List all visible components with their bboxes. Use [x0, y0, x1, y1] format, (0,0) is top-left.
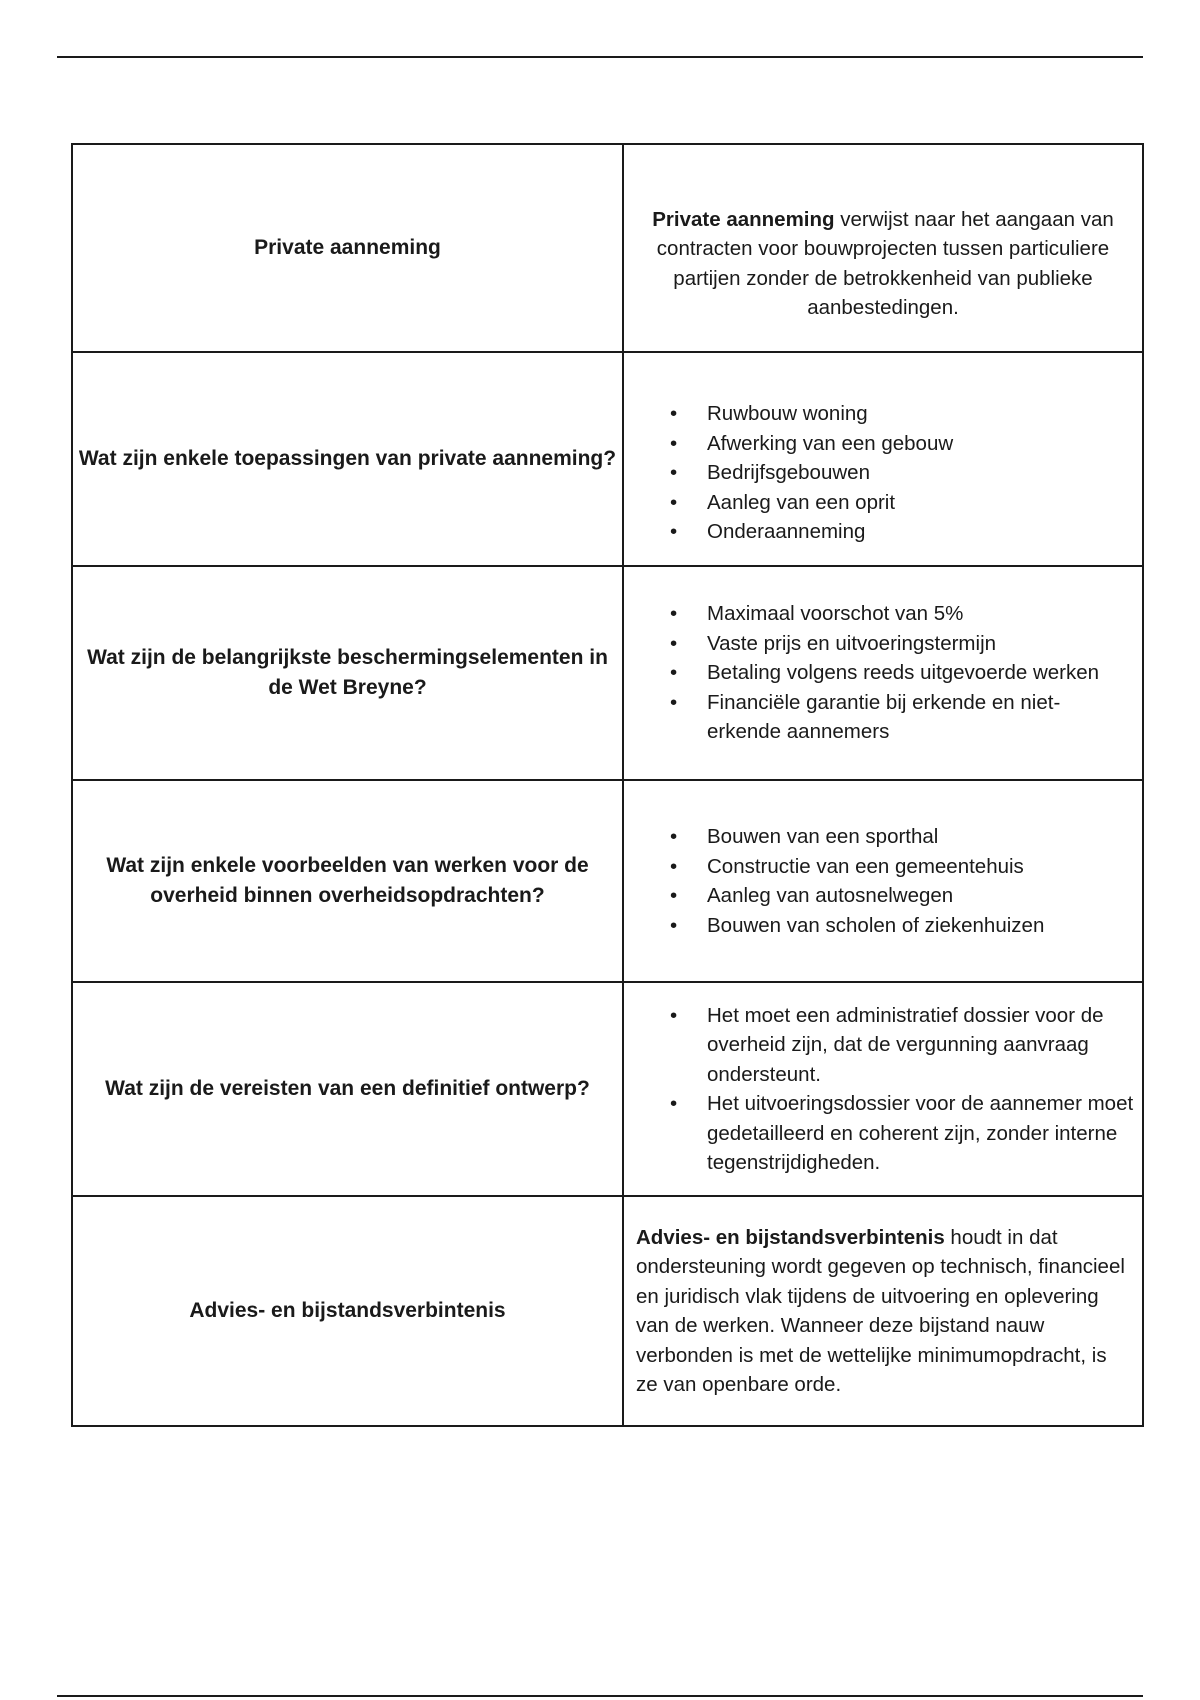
- bullet-list: [624, 599, 1142, 747]
- list-item: • Aanleg van een oprit: [707, 488, 1142, 518]
- question-cell: [72, 780, 623, 982]
- answer-cell: [623, 144, 1143, 352]
- question-cell: [72, 352, 623, 566]
- table-row: [72, 144, 1143, 352]
- question-text: Advies- en bijstandsverbintenis: [189, 1299, 506, 1322]
- question-text: Private aanneming: [254, 236, 441, 259]
- list-item: • Onderaanneming: [707, 517, 1142, 547]
- list-item: • Bouwen van een sporthal: [707, 822, 1142, 852]
- list-item: • Aanleg van autosnelwegen: [707, 881, 1142, 911]
- table-row: [72, 982, 1143, 1196]
- bullet-list: [624, 1001, 1142, 1178]
- question-text: Wat zijn de belangrijkste beschermingselementen in de Wet Breyne?: [87, 646, 608, 699]
- header-rule: [57, 56, 1143, 58]
- list-item: • Betaling volgens reeds uitgevoerde werken: [707, 658, 1142, 688]
- answer-lead-term: Private aanneming: [652, 207, 835, 231]
- bullet-list: [624, 822, 1142, 940]
- answer-cell: [623, 566, 1143, 780]
- question-text: Wat zijn enkele toepassingen van private aanneming?: [78, 447, 617, 470]
- question-text: Wat zijn enkele voorbeelden van werken voor de overheid binnen overheidsopdrachten?: [106, 854, 589, 907]
- qa-table: [71, 143, 1144, 1427]
- list-item: • Financiële garantie bij erkende en niet-erkende aannemers: [707, 688, 1142, 747]
- list-item: • Het uitvoeringsdossier voor de aannemer moet gedetailleerd en coherent zijn, zonder interne tegenstrijdigheden.: [707, 1089, 1142, 1178]
- footer-rule: [57, 1695, 1143, 1697]
- answer-text: verwijst naar het aangaan van contracten voor bouwprojecten tussen particuliere partijen zonder de betrokkenheid van publieke aanbestedingen.: [656, 207, 1114, 319]
- list-item: • Bedrijfsgebouwen: [707, 458, 1142, 488]
- list-item: • Maximaal voorschot van 5%: [707, 599, 1142, 629]
- question-cell: [72, 1196, 623, 1426]
- answer-cell: [623, 780, 1143, 982]
- answer-cell: [623, 352, 1143, 566]
- list-item: • Constructie van een gemeentehuis: [707, 852, 1142, 882]
- question-cell: [72, 982, 623, 1196]
- question-text: Wat zijn de vereisten van een definitief ontwerp?: [105, 1077, 590, 1100]
- table-row: [72, 780, 1143, 982]
- bullet-list: [624, 371, 1142, 547]
- table-row: [72, 1196, 1143, 1426]
- table-row: [72, 566, 1143, 780]
- list-item: • Vaste prijs en uitvoeringstermijn: [707, 629, 1142, 659]
- table-row: [72, 352, 1143, 566]
- list-item: • Afwerking van een gebouw: [707, 429, 1142, 459]
- answer-cell: [623, 1196, 1143, 1426]
- question-cell: [72, 566, 623, 780]
- list-item: • Het moet een administratief dossier voor de overheid zijn, dat de vergunning aanvraag ondersteunt.: [707, 1001, 1142, 1090]
- answer-lead-term: Advies- en bijstandsverbintenis: [636, 1225, 945, 1249]
- answer-cell: [623, 982, 1143, 1196]
- list-item: • Ruwbouw woning: [707, 399, 1142, 429]
- answer-text: houdt in dat ondersteuning wordt gegeven op technisch, financieel en juridisch vlak tijdens de uitvoering en oplevering van de werken. Wanneer deze bijstand nauw verbonden is met de wettelijke minimumopdracht, is ze van openbare orde.: [636, 1225, 1125, 1396]
- list-item: • Bouwen van scholen of ziekenhuizen: [707, 911, 1142, 941]
- question-cell: [72, 144, 623, 352]
